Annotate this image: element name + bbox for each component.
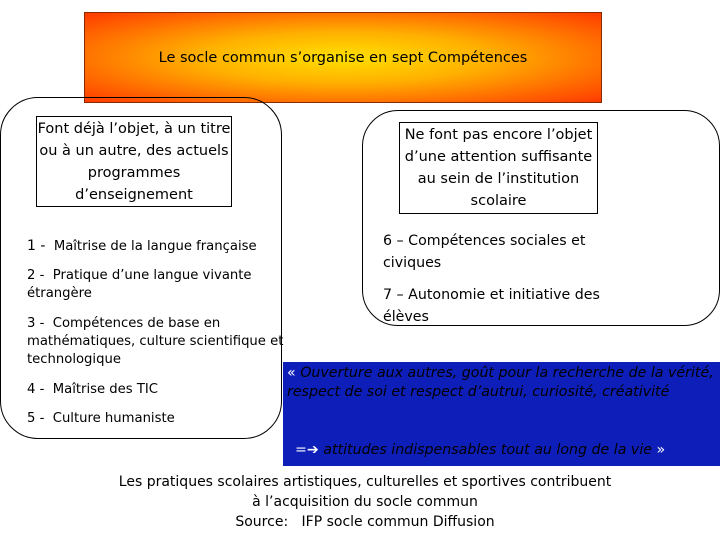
competence-number: 2 - [27, 268, 45, 283]
competence-number: 5 - [27, 411, 45, 426]
competence-number: 4 - [27, 382, 45, 397]
competence-item-7 [383, 284, 643, 328]
callout-text [287, 364, 717, 402]
close-quote: » [656, 442, 666, 458]
competence-item-2 [27, 267, 287, 303]
right-heading-text: Ne font pas encore l’objet d’une attention suffisante au sein de l’institution scolaire [404, 127, 593, 209]
footer [100, 472, 630, 532]
arrow-icon: ➔ [306, 442, 319, 458]
competence-label: Compétences de base en mathématiques, culture scientifique et technologique [27, 316, 284, 367]
competence-item-3 [27, 315, 285, 369]
competence-item-4 [27, 381, 277, 399]
competence-label: Autonomie et initiative des élèves [383, 287, 600, 325]
footer-line-1: Les pratiques scolaires artistiques, culturelles et sportives contribuent [118, 474, 612, 490]
right-heading-box [399, 122, 598, 214]
footer-source: Source: IFP socle commun Diffusion [235, 514, 495, 530]
left-heading-box [36, 116, 232, 207]
competence-item-6 [383, 230, 643, 274]
competence-label: Maîtrise des TIC [52, 382, 158, 397]
competence-label: Maîtrise de la langue française [53, 239, 257, 254]
competence-item-1 [27, 237, 287, 256]
callout-body: Ouverture aux autres, goût pour la recherche de la vérité, respect de soi et respect d’autrui, curiosité, créativité [287, 365, 714, 400]
title-text: Le socle commun s’organise en sept Compétences [158, 49, 528, 66]
competence-number: 1 - [27, 238, 46, 254]
equals-sign: = [295, 442, 307, 458]
competence-number: 6 – [383, 233, 404, 249]
competence-label: Pratique d’une langue vivante étrangère [27, 268, 252, 301]
competence-label: Compétences sociales et civiques [383, 233, 586, 271]
callout-conclusion [295, 440, 720, 460]
competence-number: 3 - [27, 316, 45, 331]
footer-line-2: à l’acquisition du socle commun [252, 494, 478, 510]
competence-label: Culture humaniste [52, 411, 175, 426]
competence-item-5 [27, 410, 277, 428]
open-quote: « [287, 365, 296, 381]
title-banner [84, 12, 602, 103]
conclusion-text: attitudes indispensables tout au long de la vie [323, 442, 652, 458]
left-heading-text: Font déjà l’objet, à un titre ou à un autre, des actuels programmes d’enseignement [37, 120, 231, 203]
competence-number: 7 – [383, 287, 404, 303]
